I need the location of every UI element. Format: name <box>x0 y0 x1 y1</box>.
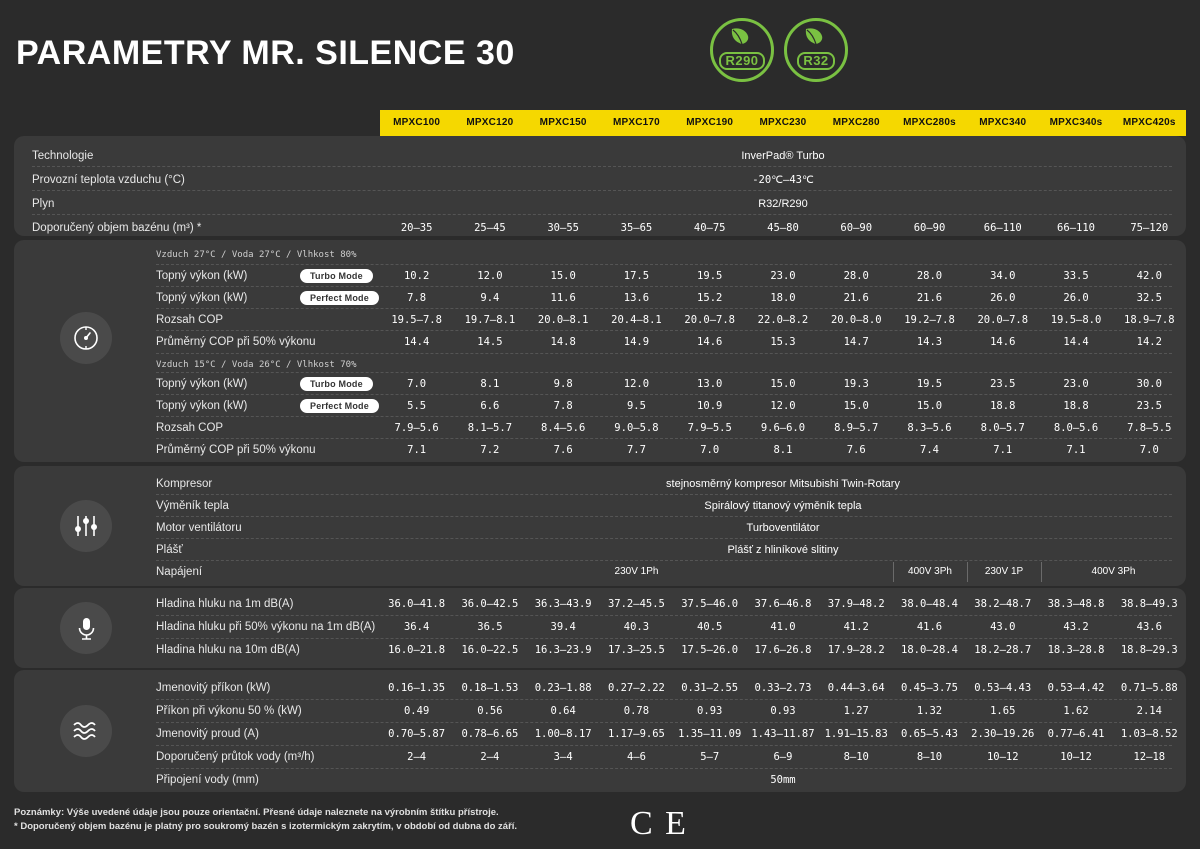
label-avg-cop-2: Průměrný COP při 50% výkonu <box>156 444 316 456</box>
cell: 12.0 <box>623 378 650 390</box>
cell: 13.0 <box>697 378 723 390</box>
row-heating-turbo-2 <box>380 378 1186 390</box>
cell: 8.1–5.7 <box>467 422 513 434</box>
cell: 0.49 <box>403 705 430 717</box>
perfect-mode-tag: Perfect Mode <box>300 291 379 305</box>
model-col-1: MPXC120 <box>466 117 514 128</box>
row-cop-range-1 <box>380 314 1186 326</box>
components-block <box>14 466 1186 586</box>
cell: 40.3 <box>623 621 650 633</box>
noise-block <box>14 588 1186 668</box>
row-divider <box>32 166 1172 167</box>
cell: 37.5–46.0 <box>681 598 739 610</box>
cell: 6–9 <box>773 751 793 763</box>
refrigerant-badges <box>710 18 860 84</box>
cell: 16.0–22.5 <box>461 644 519 656</box>
cell: 8–10 <box>843 751 869 763</box>
model-col-2: MPXC150 <box>539 117 587 128</box>
cell: 21.6 <box>843 292 869 304</box>
power-supply-segment-3: 230V 1P <box>984 566 1024 577</box>
cell: 10.2 <box>403 270 430 282</box>
cell: 23.0 <box>770 270 796 282</box>
cell: 0.56 <box>477 705 503 717</box>
cell: 15.2 <box>697 292 723 304</box>
cell: 34.0 <box>990 270 1016 282</box>
cell: 1.62 <box>1063 705 1089 717</box>
cell: 17.5–26.0 <box>681 644 739 656</box>
cell: 14.5 <box>477 336 503 348</box>
cell: 0.70–5.87 <box>388 728 446 740</box>
model-column-headers <box>380 110 1186 136</box>
cell: 7.6 <box>553 444 573 456</box>
value-air-temp: -20℃–43℃ <box>752 174 814 186</box>
cell: 20.0–7.8 <box>684 314 735 326</box>
cell: 0.27–2.22 <box>607 682 665 694</box>
row-power-50 <box>380 705 1186 717</box>
cell: 0.53–4.43 <box>974 682 1032 694</box>
cell: 7.1 <box>407 444 427 456</box>
cell: 1.00–8.17 <box>534 728 592 740</box>
label-heating-perfect-2: Topný výkon (kW) <box>156 400 248 412</box>
general-block <box>14 136 1186 236</box>
model-col-9: MPXC340s <box>1049 117 1103 128</box>
cell: 19.5 <box>916 378 943 390</box>
cell: 20.0–8.0 <box>830 314 882 326</box>
row-noise-10m <box>380 644 1186 656</box>
row-rated-power <box>380 682 1186 694</box>
microphone-icon <box>60 602 112 654</box>
label-noise-1m: Hladina hluku na 1m dB(A) <box>156 598 294 610</box>
cell: 14.3 <box>916 336 943 348</box>
r32-badge <box>784 18 848 82</box>
cell: 0.93 <box>697 705 723 717</box>
cell: 1.65 <box>990 705 1016 717</box>
row-divider <box>156 516 1172 517</box>
row-cop-range-2 <box>380 422 1186 434</box>
value-heat-exchanger: Spirálový titanový výměník tepla <box>704 500 862 512</box>
row-divider <box>156 372 1172 373</box>
leaf-icon <box>729 25 755 45</box>
row-divider <box>156 438 1172 439</box>
cell: 19.2–7.8 <box>904 314 955 326</box>
cell: 17.9–28.2 <box>827 644 885 656</box>
cell: 16.0–21.8 <box>388 644 446 656</box>
condition-1-label: Vzduch 27°C / Voda 27°C / Vlhkost 80% <box>156 250 357 260</box>
cell: 1.03–8.52 <box>1120 728 1178 740</box>
label-water-flow: Doporučený průtok vody (m³/h) <box>156 751 315 763</box>
cell: 36.3–43.9 <box>534 598 592 610</box>
cell: 11.6 <box>550 292 576 304</box>
label-avg-cop-1: Průměrný COP při 50% výkonu <box>156 336 316 348</box>
r32-badge-label: R32 <box>797 52 834 70</box>
cell: 14.6 <box>990 336 1016 348</box>
label-power-50: Příkon při výkonu 50 % (kW) <box>156 705 302 717</box>
label-heat-exchanger: Výměník tepla <box>156 500 229 512</box>
cell: 7.1 <box>993 444 1013 456</box>
cell: 0.78–6.65 <box>461 728 519 740</box>
row-divider <box>32 190 1172 191</box>
note-line-1: Poznámky: Výše uvedené údaje jsou pouze orientační. Přesné údaje naleznete na výrobním štítku přístroje. <box>14 807 499 818</box>
cell: 9.4 <box>480 292 500 304</box>
model-col-7: MPXC280s <box>903 117 956 128</box>
cell: 18.8 <box>990 400 1016 412</box>
cell: 14.8 <box>550 336 576 348</box>
cell: 42.0 <box>1136 270 1162 282</box>
cell: 4–6 <box>626 751 646 763</box>
cell: 23.0 <box>1063 378 1089 390</box>
cell: 20.0–8.1 <box>537 314 589 326</box>
cell: 7.4 <box>920 444 939 456</box>
cell: 2.14 <box>1136 705 1162 717</box>
cell: 0.93 <box>770 705 796 717</box>
cell: 15.0 <box>550 270 576 282</box>
cell: 25–45 <box>474 222 506 234</box>
row-heating-turbo-1 <box>380 270 1186 282</box>
note-line-2: * Doporučený objem bazénu je platný pro soukromý bazén s izotermickým zakrytím, v období od dubna do září. <box>14 821 518 832</box>
cell: 66–110 <box>983 222 1022 234</box>
page-header <box>0 0 1200 110</box>
cell: 8–10 <box>916 751 943 763</box>
cell: 7.0 <box>407 378 427 390</box>
power-supply-segment-2: 400V 3Ph <box>908 566 952 577</box>
cell: 30–55 <box>547 222 579 234</box>
cell: 8.4–5.6 <box>541 422 586 434</box>
performance-block <box>14 240 1186 462</box>
cell: 0.78 <box>623 705 650 717</box>
cell: 6.6 <box>480 400 500 412</box>
electrical-block <box>14 670 1186 792</box>
perfect-mode-tag: Perfect Mode <box>300 399 379 413</box>
cell: 16.3–23.9 <box>534 644 592 656</box>
cell: 43.0 <box>990 621 1016 633</box>
cell: 5.5 <box>407 400 427 412</box>
cell: 38.3–48.8 <box>1047 598 1105 610</box>
value-gas: R32/R290 <box>758 198 808 210</box>
row-divider <box>156 538 1172 539</box>
row-divider <box>156 416 1172 417</box>
cell: 60–90 <box>913 222 946 234</box>
cell: 8.1 <box>480 378 500 390</box>
ce-mark: C E <box>630 805 688 842</box>
cell: 36.0–41.8 <box>388 598 446 610</box>
cell: 41.2 <box>843 621 869 633</box>
row-heating-perfect-1 <box>380 292 1186 304</box>
cell: 0.65–5.43 <box>901 728 958 740</box>
cell: 28.0 <box>843 270 869 282</box>
cell: 19.5–7.8 <box>391 314 442 326</box>
cell: 10.9 <box>697 400 723 412</box>
label-gas: Plyn <box>32 198 55 210</box>
cell: 45–80 <box>767 222 799 234</box>
cell: 13.6 <box>623 292 650 304</box>
cell: 18.8 <box>1063 400 1089 412</box>
cell: 38.0–48.4 <box>901 598 958 610</box>
label-noise-10m: Hladina hluku na 10m dB(A) <box>156 644 300 656</box>
label-noise-50-1m: Hladina hluku při 50% výkonu na 1m dB(A) <box>156 621 376 633</box>
cell: 17.5 <box>623 270 650 282</box>
cell: 1.43–11.87 <box>751 728 815 740</box>
cell: 9.6–6.0 <box>760 422 806 434</box>
label-heating-turbo-2: Topný výkon (kW) <box>156 378 248 390</box>
cell: 30.0 <box>1136 378 1162 390</box>
cell: 7.6 <box>846 444 866 456</box>
cell: 1.32 <box>916 705 943 717</box>
label-fan-motor: Motor ventilátoru <box>156 522 242 534</box>
cell: 36.5 <box>477 621 503 633</box>
value-technology: InverPad® Turbo <box>741 150 825 162</box>
cell: 14.4 <box>403 336 430 348</box>
cell: 15.0 <box>916 400 943 412</box>
cell: 43.2 <box>1063 621 1089 633</box>
cell: 32.5 <box>1136 292 1162 304</box>
row-heating-perfect-2 <box>380 400 1186 412</box>
cell: 26.0 <box>1063 292 1089 304</box>
cell: 2–4 <box>407 751 427 763</box>
cell: 19.7–8.1 <box>464 314 516 326</box>
cell: 12.0 <box>770 400 796 412</box>
row-divider <box>156 699 1172 700</box>
row-divider <box>156 745 1172 746</box>
label-casing: Plášť <box>156 544 183 556</box>
cell: 35–65 <box>620 222 653 234</box>
cell: 7.9–5.5 <box>687 422 732 434</box>
row-divider <box>156 494 1172 495</box>
cell: 8.0–5.7 <box>980 422 1025 434</box>
cell: 28.0 <box>916 270 943 282</box>
cell: 1.35–11.09 <box>678 728 742 740</box>
model-col-10: MPXC420s <box>1122 117 1176 128</box>
cell: 10–12 <box>1060 751 1092 763</box>
row-divider <box>156 286 1172 287</box>
label-water-connection: Připojení vody (mm) <box>156 774 259 786</box>
label-technology: Technologie <box>32 150 94 162</box>
row-divider <box>156 560 1172 561</box>
cell: 0.44–3.64 <box>827 682 885 694</box>
turbo-mode-tag: Turbo Mode <box>300 269 373 283</box>
cell: 9.5 <box>626 400 646 412</box>
cell: 1.27 <box>843 705 869 717</box>
cell: 14.6 <box>697 336 723 348</box>
r290-badge <box>710 18 774 82</box>
cell: 0.64 <box>550 705 576 717</box>
cell: 41.0 <box>770 621 796 633</box>
row-divider <box>156 768 1172 769</box>
r290-badge-label: R290 <box>719 52 764 70</box>
cell: 8.0–5.6 <box>1053 422 1099 434</box>
cell: 0.23–1.88 <box>534 682 592 694</box>
cell: 10–12 <box>986 751 1019 763</box>
row-rated-current <box>380 728 1186 740</box>
page-title: PARAMETRY MR. SILENCE 30 <box>16 34 515 72</box>
cell: 20.0–7.8 <box>977 314 1029 326</box>
cell: 0.31–2.55 <box>681 682 739 694</box>
cell: 9.0–5.8 <box>614 422 659 434</box>
cell: 18.9–7.8 <box>1124 314 1175 326</box>
cell: 17.3–25.5 <box>607 644 665 656</box>
cell: 20.4–8.1 <box>611 314 662 326</box>
row-avg-cop-2 <box>380 444 1186 456</box>
label-cop-range-1: Rozsah COP <box>156 314 224 326</box>
model-col-5: MPXC230 <box>759 117 807 128</box>
cell: 8.9–5.7 <box>834 422 879 434</box>
cell: 20–35 <box>400 222 433 234</box>
cell: 39.4 <box>550 621 576 633</box>
row-divider <box>156 722 1172 723</box>
cell: 37.2–45.5 <box>607 598 665 610</box>
cell: 33.5 <box>1063 270 1089 282</box>
row-water-flow <box>380 751 1186 763</box>
cell: 60–90 <box>840 222 873 234</box>
cell: 18.8–29.3 <box>1120 644 1178 656</box>
value-water-connection: 50mm <box>770 774 796 786</box>
cell: 36.4 <box>403 621 430 633</box>
label-cop-range-2: Rozsah COP <box>156 422 224 434</box>
cell: 38.2–48.7 <box>974 598 1032 610</box>
row-noise-50-1m <box>380 621 1186 633</box>
cell: 40.5 <box>697 621 723 633</box>
cell: 18.2–28.7 <box>974 644 1032 656</box>
leaf-icon <box>803 25 829 45</box>
water-waves-icon <box>60 705 112 757</box>
cell: 7.9–5.6 <box>394 422 439 434</box>
value-casing: Plášť z hliníkové slitiny <box>727 544 839 556</box>
row-divider <box>156 264 1172 265</box>
cell: 75–120 <box>1130 222 1169 234</box>
row-divider <box>156 330 1172 331</box>
cell: 0.71–5.88 <box>1120 682 1178 694</box>
label-pool-volume: Doporučený objem bazénu (m³) * <box>32 222 202 234</box>
model-col-4: MPXC190 <box>686 117 734 128</box>
cell: 18.0 <box>770 292 796 304</box>
cell: 18.3–28.8 <box>1047 644 1105 656</box>
row-divider <box>156 353 1172 354</box>
cell: 12.0 <box>477 270 503 282</box>
model-col-8: MPXC340 <box>979 117 1027 128</box>
cell: 14.9 <box>623 336 650 348</box>
label-rated-power: Jmenovitý příkon (kW) <box>156 682 271 694</box>
cell: 2–4 <box>480 751 500 763</box>
thermometer-gauge-icon <box>60 312 112 364</box>
cell: 8.3–5.6 <box>907 422 952 434</box>
cell: 7.0 <box>700 444 720 456</box>
cell: 8.1 <box>773 444 793 456</box>
cell: 19.3 <box>843 378 869 390</box>
cell: 19.5 <box>697 270 723 282</box>
cell: 17.6–26.8 <box>754 644 812 656</box>
row-divider <box>32 214 1172 215</box>
cell: 40–75 <box>693 222 726 234</box>
row-divider <box>156 638 1172 639</box>
cell: 7.8 <box>407 292 427 304</box>
label-compressor: Kompresor <box>156 478 213 490</box>
cell: 7.8 <box>553 400 573 412</box>
label-heating-perfect-1: Topný výkon (kW) <box>156 292 248 304</box>
cell: 19.5–8.0 <box>1050 314 1102 326</box>
cell: 7.1 <box>1066 444 1086 456</box>
cell: 14.2 <box>1136 336 1162 348</box>
cell: 26.0 <box>990 292 1016 304</box>
cell: 66–110 <box>1057 222 1095 234</box>
cell: 43.6 <box>1136 621 1162 633</box>
cell: 0.53–4.42 <box>1047 682 1105 694</box>
cell: 5–7 <box>700 751 720 763</box>
cell: 12–18 <box>1133 751 1166 763</box>
cell: 7.7 <box>626 444 646 456</box>
row-divider <box>156 394 1172 395</box>
cell: 14.7 <box>843 336 869 348</box>
cell: 0.16–1.35 <box>388 682 446 694</box>
model-col-0: MPXC100 <box>393 117 441 128</box>
cell: 3–4 <box>553 751 573 763</box>
cell: 23.5 <box>1136 400 1162 412</box>
row-divider <box>156 615 1172 616</box>
row-avg-cop-1 <box>380 336 1186 348</box>
cell: 0.77–6.41 <box>1047 728 1105 740</box>
label-power-supply: Napájení <box>156 566 203 578</box>
row-noise-1m <box>380 598 1186 610</box>
cell: 37.9–48.2 <box>827 598 885 610</box>
cell: 7.0 <box>1139 444 1159 456</box>
cell: 15.3 <box>770 336 796 348</box>
power-supply-segment-1: 230V 1Ph <box>614 566 659 577</box>
cell: 0.33–2.73 <box>754 682 812 694</box>
turbo-mode-tag: Turbo Mode <box>300 377 373 391</box>
cell: 15.0 <box>843 400 869 412</box>
footer-notes <box>14 806 714 834</box>
cell: 21.6 <box>916 292 943 304</box>
row-pool-volume <box>380 222 1186 234</box>
cell: 0.18–1.53 <box>461 682 519 694</box>
cell: 38.8–49.3 <box>1120 598 1178 610</box>
cell: 15.0 <box>770 378 796 390</box>
label-air-temp: Provozní teplota vzduchu (°C) <box>32 174 185 186</box>
cell: 23.5 <box>990 378 1016 390</box>
cell: 14.4 <box>1063 336 1089 348</box>
model-col-6: MPXC280 <box>832 117 880 128</box>
cell: 41.6 <box>916 621 943 633</box>
cell: 37.6–46.8 <box>754 598 812 610</box>
value-compressor: stejnosměrný kompresor Mitsubishi Twin-Rotary <box>666 478 900 490</box>
cell: 1.91–15.83 <box>824 728 888 740</box>
cell: 1.17–9.65 <box>607 728 665 740</box>
cell: 18.0–28.4 <box>901 644 958 656</box>
cell: 2.30–19.26 <box>971 728 1035 740</box>
label-rated-current: Jmenovitý proud (A) <box>156 728 259 740</box>
row-divider <box>156 308 1172 309</box>
cell: 7.8–5.5 <box>1127 422 1172 434</box>
label-heating-turbo-1: Topný výkon (kW) <box>156 270 248 282</box>
cell: 9.8 <box>553 378 573 390</box>
cell: 7.2 <box>480 444 500 456</box>
cell: 36.0–42.5 <box>461 598 519 610</box>
model-col-3: MPXC170 <box>612 117 660 128</box>
power-supply-segment-4: 400V 3Ph <box>1091 566 1136 577</box>
condition-2-label: Vzduch 15°C / Voda 26°C / Vlhkost 70% <box>156 360 357 370</box>
value-fan-motor: Turboventilátor <box>746 522 820 534</box>
sliders-icon <box>60 500 112 552</box>
cell: 22.0–8.2 <box>757 314 809 326</box>
cell: 0.45–3.75 <box>901 682 958 694</box>
